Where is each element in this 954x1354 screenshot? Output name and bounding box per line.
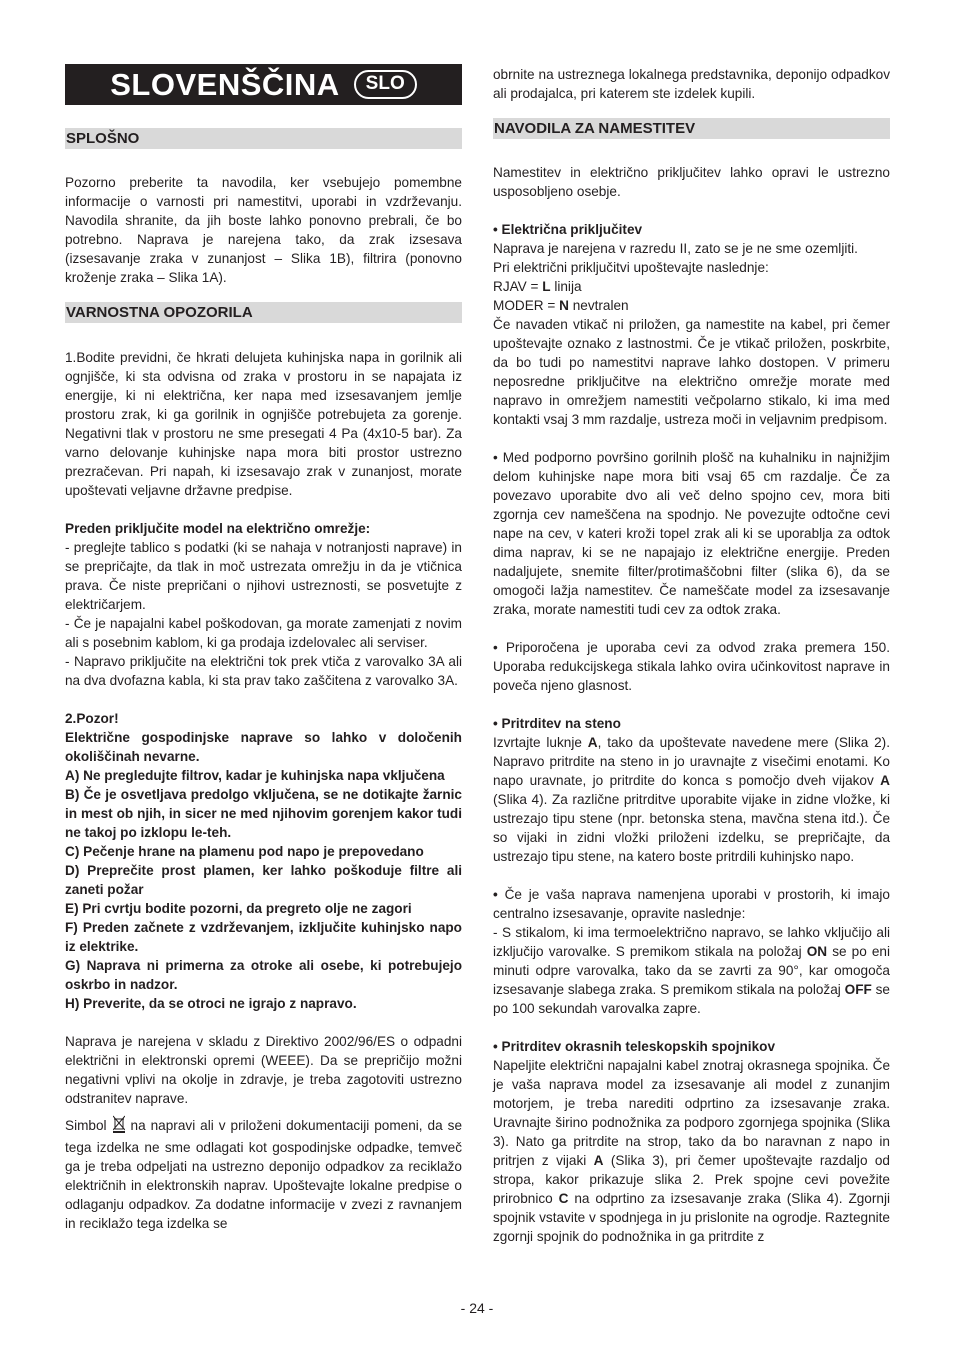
- bullet: •: [493, 887, 498, 902]
- text-run: Če je vaša naprava namenjena uporabi v prostorih, ki imajo centralno izsesavanje, opravite naslednje:: [493, 887, 890, 921]
- wall-mount-text: [493, 733, 890, 866]
- connection-heading: Preden priključite model na električno omrežje:: [65, 521, 371, 536]
- continued-text-block: [493, 65, 890, 103]
- telescopic-title: • Pritrditev okrasnih teleskopskih spojnikov: [493, 1039, 776, 1054]
- distance-paragraph: • Med podporno površino gorilnih plošč na kuhalniku in najnižjim delom kuhinjske nape mora biti vsaj 65 cm razdalje. Če za povezavo uporabite dvo ali več delno spojno cev, mora biti zgornja cev nameščena na spodnjo. Ne povezujte odtočne cevi nape na cev, v kateri kroži topel zrak ali ki se uporablja za odtok dima naprav, ki se ne napajajo iz električne energije. Preden nadaljujete, snemite filter/protimaščobni filter (slika 6), da se omogoči lažja namestitev. Če nameščate model za izsesavanje zraka, morate namestiti tudi cev za odtok zraka.: [493, 450, 890, 617]
- section-heading-text: VARNOSTNA OPOZORILA: [66, 304, 253, 321]
- text-run: Napeljite električni napajalni kabel znotraj okrasnega spojnika. Če je vaša naprava model za izsesavanje ali model z zunanjim motorjem, je treba narediti odprtino za izsesavanje zraka. Uravnajte širino podnožnika za podporo zgornjega spojnika (Slika 3). Nato ga pritrdite na strop, tako da bo naravnan z napo in pritrjen z vijaki: [493, 1058, 890, 1168]
- text-run: Izvrtajte luknje: [493, 735, 588, 750]
- caution-item: Električne gospodinjske naprave so lahko v določenih okoliščinah nevarne.: [65, 730, 462, 764]
- wire-code: N: [559, 298, 569, 313]
- text-run: (Slika 3), pri čemer upoštevajte razdaljo od stropa, kakor prikazuje slika 2. Prek spojne cevi povežite prirobnico: [493, 1153, 890, 1206]
- warning-paragraph-1: 1.Bodite previdni, če hkrati delujeta kuhinjska napa in gorilnik ali ognjišče, ki sta odvisna od zraka v prostoru in se napajata iz energije, ki ni električna, ker napa med izsesavanjem jemlje prostoru zrak, ki ga gorilnik in ognjišče potrebujeta za gorenje. Negativni tlak v prostoru ne sme presegati 4 Pa (4x10-5 bar). Za varno delovanje kuhinjske napa mora biti prostor ustrezno prezračevan. Pri napah, ki izsesavajo zrak v zunanjost, morate upoštevati veljavne državne predpise.: [65, 350, 462, 498]
- page-title: SLOVENŠČINA: [110, 67, 340, 102]
- wire-desc: nevtralen: [568, 298, 629, 313]
- bold-run: OFF: [844, 982, 872, 997]
- navodila-block: [493, 163, 890, 1246]
- wire-code: L: [542, 279, 551, 294]
- install-intro: Namestitev in električno priključitev lahko opravi le ustrezno usposobljeno osebje.: [493, 165, 890, 199]
- bold-run: A: [593, 1153, 604, 1168]
- splosno-block: [65, 173, 462, 287]
- language-title-bar: [65, 64, 462, 105]
- text-run: na odprtino za izsesavanje zraka (Slika 4). Zgornji spojnik vstavite v spodnjega in ju prislonite na ogrodje. Raztegnite zgornji spojnik do podnožnika in ga pritrdite z: [493, 1191, 890, 1244]
- bold-run: ON: [806, 944, 828, 959]
- section-heading-text: NAVODILA ZA NAMESTITEV: [494, 120, 696, 137]
- section-heading-varnostna: [65, 302, 462, 323]
- language-badge: SLO: [354, 70, 417, 99]
- electrical-line: Pri električni priključitvi upoštevajte naslednje:: [493, 260, 769, 275]
- text-run: se po eni minuti odpre varovalka, tako da se zavrti za 90°, kar omogoča izsesavanje slabega zraka. S premikom stikala na položaj: [493, 944, 890, 997]
- varnostna-block: [65, 348, 462, 1233]
- caution-item: D) Preprečite prost plamen, ker lahko poškoduje filtre ali zaneti požar: [65, 863, 462, 897]
- electrical-line: Naprava je narejena v razredu II, zato se je ne sme ozemljiti.: [493, 241, 858, 256]
- connection-line: - Napravo priključite na električni tok prek vtiča z varovalko 3A ali na dva dvofazna kabla, ki sta prav tako zaščitena z varovalko 3A.: [65, 654, 462, 688]
- caution-item: G) Naprava ni primerna za otroke ali osebe, ki potrebujejo oskrbo in nadzor.: [65, 958, 462, 992]
- bold-run: A: [880, 773, 890, 788]
- weee-symbol-paragraph: [65, 1115, 462, 1233]
- blue-wire-line: [493, 296, 890, 315]
- symbol-label: Simbol: [65, 1118, 107, 1133]
- page-number: - 24 -: [460, 1300, 494, 1316]
- plug-paragraph: Če navaden vtikač ni priložen, ga namestite na kabel, pri čemer upoštevajte oznako z lastnostmi. Če je vtikač priložen, poskrbite, da bo tudi po namestitvi naprave lahko dostopen. V primeru neposredne priključitve na električno omrežje morate med napravo in omrežjem namestiti večpolarno stikalo, ki ima med kontakti vsaj 3 mm razdalje, ustreza moči in veljavnim predpisom.: [493, 317, 890, 427]
- text-run: , tako da upoštevate navedene mere (Slika 2). Napravo pritrdite na steno in jo uravnajte z visečimi enotami. Ko napo uravnate, jo pritrdite do konca s pomočjo dveh vijakov: [493, 735, 890, 788]
- connection-line: - preglejte tablico s podatki (ki se nahaja v notranjosti naprave) in se prepričajte, da tlak in moč ustrezata omrežju in da je vtičnica prava. Če niste prepričani o njihovi ustreznosti, se posvetujte z električarjem.: [65, 540, 462, 612]
- wire-label: MODER =: [493, 298, 560, 313]
- caution-item: C) Pečenje hrane na plamenu pod napo je prepovedano: [65, 844, 424, 859]
- weee-paragraph: Naprava je narejena v skladu z Direktivo 2002/96/ES o odpadni električni in elektronski opremi (WEEE). Da se prepričijo možni negativni vplivi na okolje in zdravje, je treba zagotoviti ustrezno odstranitev naprave.: [65, 1034, 462, 1106]
- central-extraction-text: [493, 885, 890, 923]
- continued-text: obrnite na ustreznega lokalnega predstavnika, deponijo odpadkov ali prodajalca, pri katerem ste izdelek kupili.: [493, 67, 890, 101]
- wall-mount-title: • Pritrditev na steno: [493, 716, 621, 731]
- wire-label: RJAV =: [493, 279, 543, 294]
- text-run: - S stikalom, ki ima termoelektrično napravo, se lahko vključijo ali izključijo varovalke. S premikom stikala na položaj: [493, 925, 890, 959]
- caution-item: A) Ne pregledujte filtrov, kadar je kuhinjska napa vključena: [65, 768, 445, 783]
- bold-run: C: [558, 1191, 569, 1206]
- symbol-text: na napravi ali v priloženi dokumentaciji pomeni, da se tega izdelka ne sme odlagati kot gospodinjske odpadke, temveč ga je treba odpeljati na ustrezno deponijo odpadkov za reciklažo električnih in elektronskih naprav. Upoštevajte lokalne predpise o odlaganju odpadkov. Za dodatne informacije v zvezi z ravnanjem in reciklažo tega izdelka se: [65, 1118, 463, 1231]
- caution-item: H) Preverite, da se otroci ne igrajo z napravo.: [65, 996, 357, 1011]
- pipe-paragraph: • Priporočena je uporaba cevi za odvod zraka premera 150. Uporaba redukcijskega stikala lahko ovira učinkovitost naprave in poveča njeno glasnost.: [493, 640, 890, 693]
- caution-item: B) Če je osvetljava predolgo vključena, se ne dotikajte žarnic in mest ob njih, in sicer ne med njihovim gorenjem kakor tudi ne takoj po izklopu le-teh.: [65, 787, 462, 840]
- section-heading-text: SPLOŠNO: [66, 130, 140, 147]
- caution-list: [65, 709, 462, 1013]
- splosno-text: Pozorno preberite ta navodila, ker vsebujejo pomembne informacije o varnosti pri namestitvi, uporabi in vzdrževanju. Navodila shranite, da jih boste lahko ponovno prebrali, če bo potrebno. Naprava je narejena tako, da zrak izsesava (izsesavanje zraka v zunanjost – Slika 1B), filtrira (ponovno kroženje zraka – Slika 1A).: [65, 175, 462, 285]
- brown-wire-line: [493, 277, 890, 296]
- text-run: (Slika 4). Za različne pritrditve uporabite vijake in zidne vložke, ki ustrezajo tipu stene (npr. betonska stena, mavčna stena itd.). Če so vijaki in zidni vložki priloženi izdelku, se prepričajte, da ustrezajo tipu stene, na katero boste pritrdili kuhinjsko napo.: [493, 792, 890, 864]
- caution-item: F) Preden začnete z vzdrževanjem, izključite kuhinjsko napo iz elektrike.: [65, 920, 462, 954]
- connection-line: - Če je napajalni kabel poškodovan, ga morate zamenjati z novim ali s posebnim kablom, ki ga prodaja izdelovalec ali serviser.: [65, 616, 462, 650]
- electrical-title: • Električna priključitev: [493, 222, 643, 237]
- caution-item: 2.Pozor!: [65, 711, 119, 726]
- switch-text: [493, 923, 890, 1018]
- crossed-bin-icon: [113, 1115, 125, 1138]
- section-heading-navodila: [493, 118, 890, 139]
- bold-run: A: [587, 735, 598, 750]
- telescopic-text: [493, 1056, 890, 1246]
- wire-desc: linija: [550, 279, 582, 294]
- text-run: se po 100 sekundah varovalka zapre.: [493, 982, 890, 1016]
- caution-item: E) Pri cvrtju bodite pozorni, da pregreto olje ne zagori: [65, 901, 412, 916]
- section-heading-splosno: [65, 128, 462, 149]
